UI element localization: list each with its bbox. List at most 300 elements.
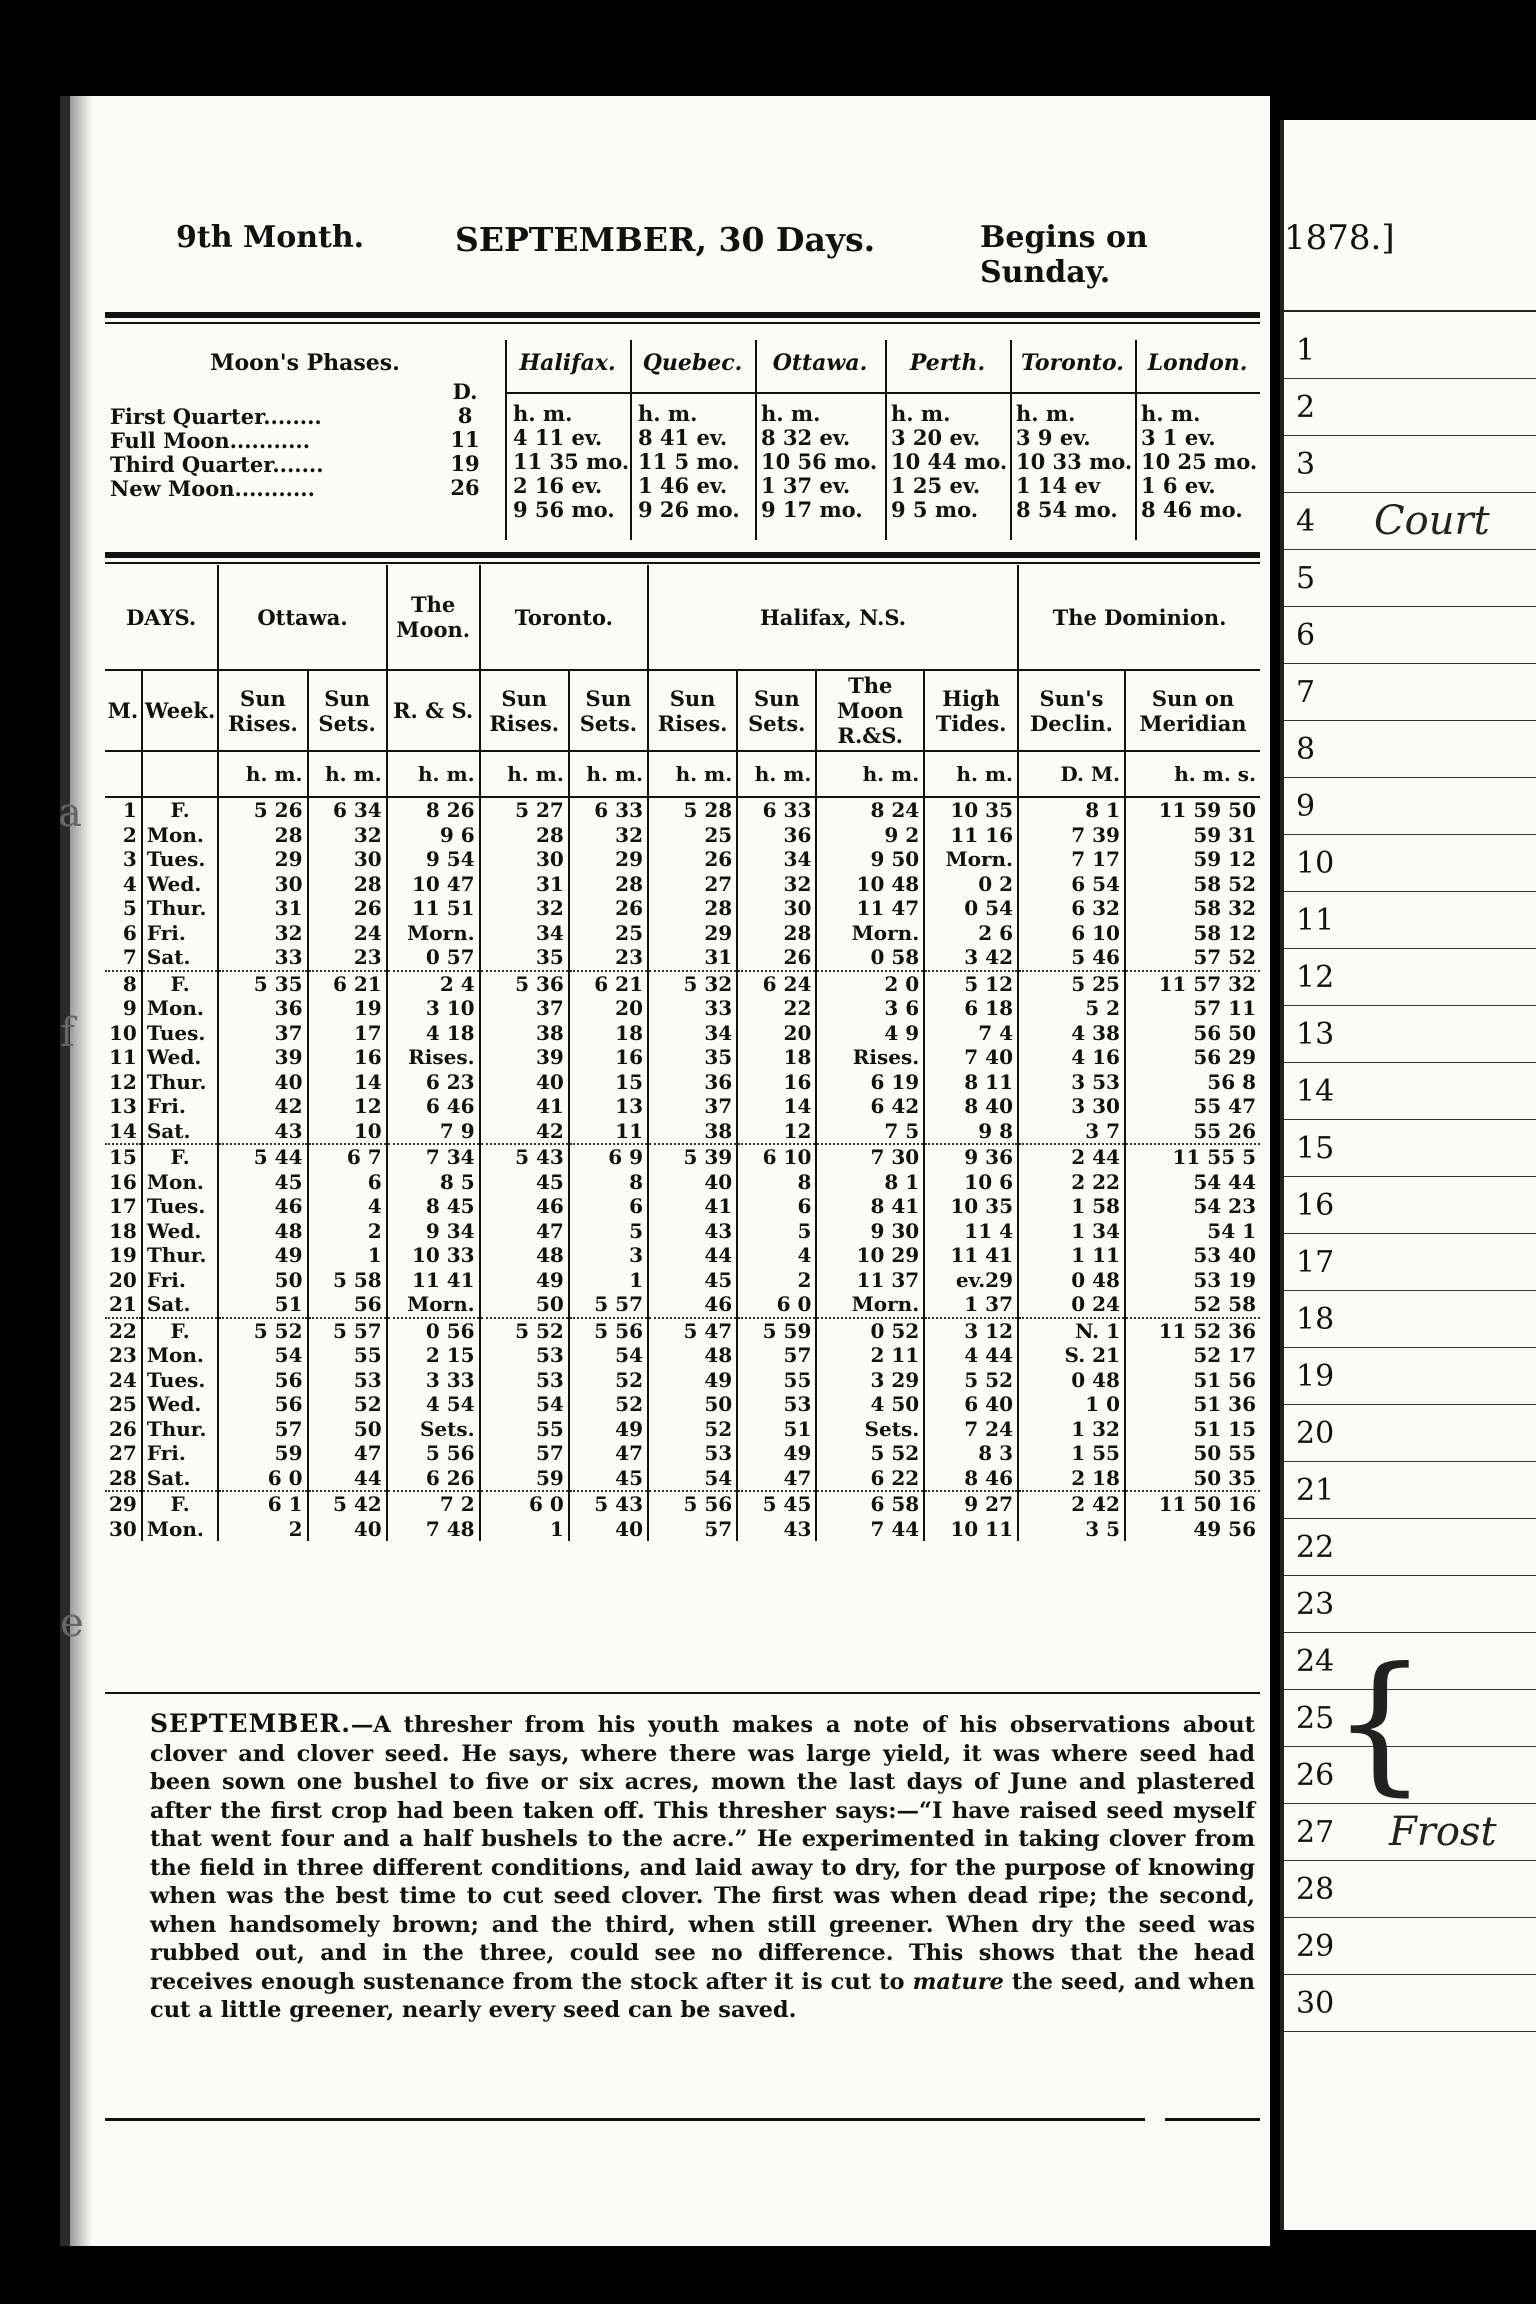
- time: 3 1 ev.: [1141, 425, 1216, 450]
- table-cell: 38: [648, 1119, 737, 1145]
- table-cell: 51 15: [1125, 1417, 1260, 1442]
- table-cell: 48: [218, 1219, 307, 1244]
- table-cell: 4 50: [816, 1392, 924, 1417]
- table-cell: 6 18: [924, 996, 1018, 1021]
- handwritten-note-frost: Frost: [1389, 1809, 1497, 1855]
- table-cell: 50: [480, 1292, 569, 1318]
- table-cell: 10 11: [924, 1517, 1018, 1542]
- table-cell: 43: [218, 1119, 307, 1145]
- table-cell: 8: [737, 1170, 816, 1195]
- table-cell: 28: [737, 921, 816, 946]
- table-cell: 47: [480, 1219, 569, 1244]
- begins-on: Begins on Sunday.: [980, 220, 1148, 290]
- table-cell: 7 9: [387, 1119, 480, 1145]
- table-cell: 31: [218, 896, 307, 921]
- memo-day-row: [1284, 1804, 1536, 1861]
- memo-year: 1878.]: [1284, 218, 1395, 258]
- table-cell: 5 2: [1018, 996, 1125, 1021]
- table-cell: Thur.: [142, 896, 218, 921]
- table-cell: Sat.: [142, 1119, 218, 1145]
- table-cell: 8: [569, 1170, 648, 1195]
- table-cell: 5 12: [924, 971, 1018, 997]
- table-cell: 9 6: [387, 823, 480, 848]
- table-cell: 23: [569, 945, 648, 971]
- column-header: Sun Rises.: [480, 670, 569, 751]
- table-cell: 50: [218, 1268, 307, 1293]
- table-cell: 0 2: [924, 872, 1018, 897]
- table-cell: 9 8: [924, 1119, 1018, 1145]
- table-cell: 5: [737, 1219, 816, 1244]
- memo-day-number: 18: [1296, 1302, 1335, 1337]
- table-cell: 30: [109, 1516, 137, 1541]
- table-cell: 26: [569, 896, 648, 921]
- table-cell: 24: [109, 1367, 137, 1392]
- table-cell: Thur.: [142, 1070, 218, 1095]
- table-cell: 16: [737, 1070, 816, 1095]
- memo-day-row: [1284, 1234, 1536, 1291]
- table-cell: 11 52 36: [1125, 1318, 1260, 1344]
- table-cell: 5 43: [569, 1491, 648, 1517]
- table-cell: 6 23: [387, 1070, 480, 1095]
- table-cell: 4 44: [924, 1343, 1018, 1368]
- memo-day-row: [1284, 436, 1536, 493]
- column-header: Sun Sets.: [737, 670, 816, 751]
- table-cell: 5 26: [218, 797, 307, 823]
- table-cell: 6 0: [480, 1491, 569, 1517]
- table-cell: Morn.: [387, 921, 480, 946]
- table-cell: 6 1: [218, 1491, 307, 1517]
- table-cell: 15: [105, 1144, 142, 1170]
- table-cell: 6 24: [737, 971, 816, 997]
- memo-rule: [1284, 310, 1536, 312]
- toronto-times: [1016, 402, 1132, 522]
- table-cell: 3 5: [1018, 1517, 1125, 1542]
- table-row: [105, 1368, 1260, 1393]
- table-cell: 30: [737, 896, 816, 921]
- ottawa-times: [761, 402, 877, 522]
- time: 1 14 ev: [1016, 473, 1101, 498]
- column-header: Sun Sets.: [308, 670, 387, 751]
- table-cell: 9 36: [924, 1144, 1018, 1170]
- table-cell: 57: [737, 1343, 816, 1368]
- table-cell: Rises.: [816, 1045, 924, 1070]
- table-cell: 31: [480, 872, 569, 897]
- table-cell: F.: [142, 971, 218, 997]
- table-cell: 6 7: [308, 1144, 387, 1170]
- memo-day-row: [1284, 721, 1536, 778]
- table-row: [105, 1045, 1260, 1070]
- table-cell: 17: [308, 1021, 387, 1046]
- table-cell: 15: [569, 1070, 648, 1095]
- footer-rule-short: [1165, 2118, 1260, 2121]
- time: 10 33 mo.: [1016, 449, 1133, 474]
- phase-day: 11: [450, 427, 480, 452]
- table-cell: 0 48: [1018, 1368, 1125, 1393]
- table-cell: 3 7: [1018, 1119, 1125, 1145]
- table-cell: 5 35: [218, 971, 307, 997]
- table-cell: F.: [142, 1144, 218, 1170]
- place-london: London.: [1147, 350, 1248, 376]
- table-row: [105, 945, 1260, 971]
- table-cell: 28: [218, 823, 307, 848]
- column-header: M.: [105, 670, 142, 751]
- table-cell: Sets.: [387, 1417, 480, 1442]
- table-cell: 1 55: [1018, 1441, 1125, 1466]
- table-row: [105, 1292, 1260, 1318]
- table-cell: 37: [480, 996, 569, 1021]
- table-cell: 5 45: [737, 1491, 816, 1517]
- table-cell: 9 2: [816, 823, 924, 848]
- table-cell: 5 44: [218, 1144, 307, 1170]
- table-cell: 5 36: [480, 971, 569, 997]
- table-cell: 39: [480, 1045, 569, 1070]
- table-row: [105, 872, 1260, 897]
- table-cell: 56 50: [1125, 1021, 1260, 1046]
- table-cell: 11: [109, 1045, 137, 1069]
- table-cell: 59: [480, 1466, 569, 1492]
- table-cell: 7 30: [816, 1144, 924, 1170]
- table-cell: 6 42: [816, 1094, 924, 1119]
- table-cell: 45: [648, 1268, 737, 1293]
- table-row: [105, 896, 1260, 921]
- table-cell: 2 22: [1018, 1170, 1125, 1195]
- table-cell: 40: [480, 1070, 569, 1095]
- september-note: [150, 1710, 1255, 2025]
- table-cell: 57 11: [1125, 996, 1260, 1021]
- table-cell: Fri.: [142, 1441, 218, 1466]
- table-cell: 3 30: [1018, 1094, 1125, 1119]
- table-cell: ev.29: [924, 1268, 1018, 1293]
- memo-day-row: [1284, 1291, 1536, 1348]
- memo-day-number: 6: [1296, 618, 1316, 653]
- table-cell: Mon.: [142, 1517, 218, 1542]
- table-cell: 12: [109, 1069, 137, 1094]
- table-cell: 45: [480, 1170, 569, 1195]
- table-cell: 8 5: [387, 1170, 480, 1195]
- table-cell: 7 40: [924, 1045, 1018, 1070]
- table-cell: 0 56: [387, 1318, 480, 1344]
- table-cell: 5 32: [648, 971, 737, 997]
- footer-rule: [105, 2118, 1145, 2121]
- table-cell: 6 9: [569, 1144, 648, 1170]
- table-row: [105, 921, 1260, 946]
- table-cell: 0 57: [387, 945, 480, 971]
- table-cell: 10 48: [816, 872, 924, 897]
- time: 10 56 mo.: [761, 449, 878, 474]
- table-cell: 4 54: [387, 1392, 480, 1417]
- memo-day-number: 5: [1296, 561, 1316, 596]
- table-cell: 45: [569, 1466, 648, 1492]
- table-row: [105, 1243, 1260, 1268]
- margin-mark: f: [60, 1010, 75, 1056]
- phase-names: [110, 405, 440, 501]
- time: 8 32 ev.: [761, 425, 851, 450]
- table-cell: 16: [109, 1169, 137, 1194]
- table-cell: 5 27: [480, 797, 569, 823]
- quebec-times: [638, 402, 740, 522]
- table-cell: 28: [648, 896, 737, 921]
- table-cell: 3 6: [816, 996, 924, 1021]
- moon-phases-block: [105, 330, 1260, 545]
- table-cell: 32: [218, 921, 307, 946]
- table-cell: 8 26: [387, 797, 480, 823]
- table-cell: 56: [218, 1368, 307, 1393]
- memoranda-page: [1280, 120, 1536, 2230]
- table-cell: 8 24: [816, 797, 924, 823]
- table-cell: 58 12: [1125, 921, 1260, 946]
- time: 11 35 mo.: [513, 449, 630, 474]
- table-row: [105, 823, 1260, 848]
- table-cell: 36: [737, 823, 816, 848]
- table-cell: 25: [569, 921, 648, 946]
- table-cell: 51 36: [1125, 1392, 1260, 1417]
- header-rule-thin: [105, 322, 1260, 324]
- table-row: [105, 1392, 1260, 1417]
- table-cell: 4 18: [387, 1021, 480, 1046]
- table-cell: 6 10: [737, 1144, 816, 1170]
- table-cell: Wed.: [142, 1392, 218, 1417]
- place-halifax: Halifax.: [519, 350, 616, 376]
- table-cell: 37: [218, 1021, 307, 1046]
- memo-day-row: [1284, 1063, 1536, 1120]
- table-cell: 55 26: [1125, 1119, 1260, 1145]
- unit-cell: h. m.: [218, 751, 307, 797]
- table-row: [105, 1119, 1260, 1145]
- table-cell: 11 16: [924, 823, 1018, 848]
- table-cell: 43: [648, 1219, 737, 1244]
- table-cell: 55: [480, 1417, 569, 1442]
- table-cell: 5: [569, 1219, 648, 1244]
- column-header: R. & S.: [387, 670, 480, 751]
- table-cell: 52: [648, 1417, 737, 1442]
- memo-day-row: [1284, 1120, 1536, 1177]
- table-cell: 2 18: [1018, 1466, 1125, 1492]
- table-row: [105, 1417, 1260, 1442]
- memo-day-row: [1284, 322, 1536, 379]
- table-cell: 12: [308, 1094, 387, 1119]
- table-cell: Sat.: [142, 1292, 218, 1318]
- table-cell: 10 47: [387, 872, 480, 897]
- table-cell: 6 21: [308, 971, 387, 997]
- table-cell: 11 47: [816, 896, 924, 921]
- table-cell: 3: [122, 847, 137, 871]
- memo-day-row: [1284, 1975, 1536, 2032]
- table-cell: Mon.: [142, 1170, 218, 1195]
- table-cell: 3 12: [924, 1318, 1018, 1344]
- table-cell: 49: [648, 1368, 737, 1393]
- table-cell: 7 44: [816, 1517, 924, 1542]
- table-cell: 11 59 50: [1125, 797, 1260, 823]
- table-cell: 5 57: [308, 1318, 387, 1344]
- column-header: Sun Rises.: [218, 670, 307, 751]
- table-cell: 22: [737, 996, 816, 1021]
- table-cell: 6 19: [816, 1070, 924, 1095]
- table-cell: 54 23: [1125, 1194, 1260, 1219]
- table-cell: 11 41: [387, 1268, 480, 1293]
- handwritten-note-court: Court: [1374, 498, 1490, 544]
- phase-day: 26: [450, 475, 480, 500]
- table-cell: 32: [480, 896, 569, 921]
- table-cell: 9 54: [387, 847, 480, 872]
- table-cell: 56 29: [1125, 1045, 1260, 1070]
- memo-day-number: 15: [1296, 1131, 1335, 1166]
- group-dominion: The Dominion.: [1018, 565, 1260, 670]
- table-cell: 49: [218, 1243, 307, 1268]
- table-cell: 8 11: [924, 1070, 1018, 1095]
- spine-shadow: [70, 96, 92, 2246]
- unit-cell: h. m.: [387, 751, 480, 797]
- phase-name: New Moon...........: [110, 476, 315, 501]
- unit-cell: h. m.: [569, 751, 648, 797]
- table-cell: 53 19: [1125, 1268, 1260, 1293]
- table-cell: 16: [308, 1045, 387, 1070]
- table-cell: 7 4: [924, 1021, 1018, 1046]
- memo-day-number: 10: [1296, 846, 1335, 881]
- time: 3 20 ev.: [891, 425, 981, 450]
- table-cell: 6 54: [1018, 872, 1125, 897]
- table-cell: 9: [122, 996, 137, 1020]
- table-cell: 23: [308, 945, 387, 971]
- table-cell: 59 12: [1125, 847, 1260, 872]
- table-cell: 10: [109, 1020, 137, 1045]
- table-cell: 32: [737, 872, 816, 897]
- table-cell: 10 35: [924, 797, 1018, 823]
- table-cell: 46: [648, 1292, 737, 1318]
- halifax-times: [513, 402, 629, 522]
- group-halifax: Halifax, N.S.: [648, 565, 1018, 670]
- table-cell: 7 24: [924, 1417, 1018, 1442]
- table-cell: 28: [569, 872, 648, 897]
- table-cell: 1 32: [1018, 1417, 1125, 1442]
- table-cell: 5 52: [816, 1441, 924, 1466]
- table-cell: 46: [480, 1194, 569, 1219]
- table-cell: 49: [480, 1268, 569, 1293]
- memo-day-number: 1: [1296, 333, 1316, 368]
- unit: h. m.: [761, 401, 821, 426]
- table-cell: 51 56: [1125, 1368, 1260, 1393]
- table-cell: 2 0: [816, 971, 924, 997]
- note-lead: SEPTEMBER.: [150, 1709, 351, 1738]
- table-cell: 6 32: [1018, 896, 1125, 921]
- table-cell: 10 35: [924, 1194, 1018, 1219]
- memo-day-number: 27: [1296, 1815, 1335, 1850]
- unit-cell: h. m.: [480, 751, 569, 797]
- table-row: [105, 1070, 1260, 1095]
- table-cell: 1: [480, 1517, 569, 1542]
- memo-day-number: 11: [1296, 903, 1335, 938]
- time: 9 56 mo.: [513, 497, 615, 522]
- memo-day-number: 17: [1296, 1245, 1335, 1280]
- table-cell: 14: [737, 1094, 816, 1119]
- table-cell: 4 9: [816, 1021, 924, 1046]
- table-cell: 28: [109, 1465, 137, 1490]
- table-cell: Morn.: [387, 1292, 480, 1318]
- table-cell: 37: [648, 1094, 737, 1119]
- table-cell: 12: [737, 1119, 816, 1145]
- column-header: Week.: [142, 670, 218, 751]
- memo-day-row: [1284, 1519, 1536, 1576]
- table-cell: 54: [569, 1343, 648, 1368]
- column-header: High Tides.: [924, 670, 1018, 751]
- table-cell: 8 1: [1018, 797, 1125, 823]
- table-cell: 22: [105, 1318, 142, 1344]
- table-cell: 3 42: [924, 945, 1018, 971]
- table-cell: 6 33: [569, 797, 648, 823]
- memo-day-number: 19: [1296, 1359, 1335, 1394]
- table-row: [105, 1268, 1260, 1293]
- table-cell: 17: [109, 1194, 137, 1218]
- unit: h. m.: [891, 401, 951, 426]
- table-cell: 18: [109, 1218, 137, 1243]
- phase-days: [445, 380, 485, 500]
- table-cell: 54 44: [1125, 1170, 1260, 1195]
- table-cell: 52: [308, 1392, 387, 1417]
- phase-subrule: [505, 392, 1260, 394]
- table-row: [105, 971, 1260, 997]
- table-cell: 1 34: [1018, 1219, 1125, 1244]
- table-cell: 26: [737, 945, 816, 971]
- table-cell: 4: [737, 1243, 816, 1268]
- table-cell: 8 40: [924, 1094, 1018, 1119]
- column-header: Sun Sets.: [569, 670, 648, 751]
- memo-day-number: 2: [1296, 390, 1316, 425]
- table-cell: 39: [218, 1045, 307, 1070]
- phase-name: First Quarter........: [110, 404, 322, 429]
- table-cell: 42: [218, 1094, 307, 1119]
- memo-day-number: 28: [1296, 1872, 1335, 1907]
- table-cell: 0 24: [1018, 1292, 1125, 1318]
- table-row: [105, 1144, 1260, 1170]
- table-cell: 52 58: [1125, 1292, 1260, 1318]
- phase-day: 19: [450, 451, 480, 476]
- table-cell: 33: [218, 945, 307, 971]
- table-cell: Thur.: [142, 1417, 218, 1442]
- table-cell: 19: [308, 996, 387, 1021]
- unit: h. m.: [513, 401, 573, 426]
- table-cell: 0 52: [816, 1318, 924, 1344]
- table-cell: 49: [737, 1441, 816, 1466]
- unit: h. m.: [1016, 401, 1076, 426]
- memo-day-row: [1284, 664, 1536, 721]
- table-cell: 25: [648, 823, 737, 848]
- table-cell: Fri.: [142, 1268, 218, 1293]
- table-cell: 2: [218, 1517, 307, 1542]
- perth-times: [891, 402, 1007, 522]
- memo-day-row: [1284, 1462, 1536, 1519]
- table-cell: 2: [737, 1268, 816, 1293]
- table-cell: 5 59: [737, 1318, 816, 1344]
- table-cell: 5 56: [387, 1441, 480, 1466]
- table-cell: 4 38: [1018, 1021, 1125, 1046]
- table-cell: 47: [308, 1441, 387, 1466]
- table-cell: 3: [569, 1243, 648, 1268]
- unit-cell: [105, 751, 142, 797]
- table-cell: Sat.: [142, 1466, 218, 1492]
- table-cell: 29: [218, 847, 307, 872]
- memo-day-row: [1284, 493, 1536, 550]
- table-cell: 58 32: [1125, 896, 1260, 921]
- phase-day: 8: [457, 403, 473, 428]
- time: 9 17 mo.: [761, 497, 863, 522]
- table-cell: 9 30: [816, 1219, 924, 1244]
- unit-cell: h. m.: [816, 751, 924, 797]
- note-text-end: the seed, and when cut a little greener, nearly every seed can be saved.: [150, 1968, 1255, 2023]
- table-cell: 1: [308, 1243, 387, 1268]
- table-cell: Tues.: [142, 1368, 218, 1393]
- column-header: Sun Rises.: [648, 670, 737, 751]
- memo-day-row: [1284, 607, 1536, 664]
- table-cell: 10 29: [816, 1243, 924, 1268]
